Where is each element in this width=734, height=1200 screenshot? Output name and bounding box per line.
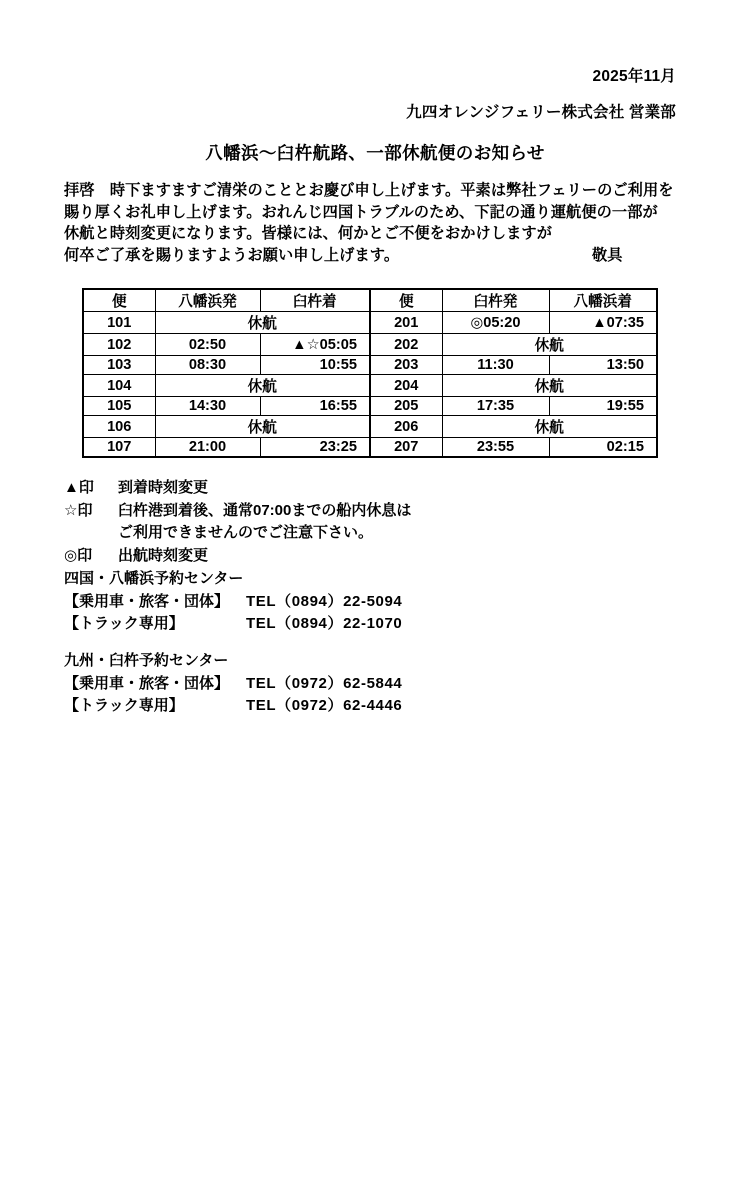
cell-bin-right: 205	[370, 397, 442, 416]
cell-bin-right: 207	[370, 438, 442, 457]
column-header-departure-yawatahama: 八幡浜発	[155, 289, 260, 312]
cell-departure-left: 02:50	[155, 334, 260, 356]
table-header-row	[83, 289, 657, 312]
contact-label: 【乗用車・旅客・団体】	[64, 674, 230, 692]
cell-arrival-left: 16:55	[260, 397, 370, 416]
table-row	[83, 312, 657, 334]
legend-text-star-continued: ご利用できませんのでご注意下さい。	[118, 524, 374, 541]
body-line-2: 賜り厚くお礼申し上げます。おれんじ四国トラブルのため、下記の通り運航便の一部が	[64, 203, 658, 221]
cell-bin-right: 204	[370, 375, 442, 397]
page-title: 八幡浜～臼杵航路、一部休航便のお知らせ	[205, 143, 545, 163]
cell-bin-right: 203	[370, 356, 442, 375]
body-line-4-text: 何卒ご了承を賜りますようお願い申し上げます。	[64, 246, 400, 264]
cell-suspended-right: 休航	[442, 375, 657, 397]
contact-center-name: 九州・臼杵予約センター	[64, 652, 229, 669]
star-mark-icon: ☆印	[64, 501, 93, 519]
cell-suspended-right: 休航	[442, 416, 657, 438]
schedule-table-wrapper	[82, 288, 656, 458]
legend-text-star: 臼杵港到着後、通常07:00までの船内休息は	[118, 501, 412, 519]
contact-row-passenger	[64, 673, 402, 696]
column-header-arrival-usuki: 臼杵着	[260, 289, 370, 312]
cell-bin-right: 202	[370, 334, 442, 356]
legend-text-triangle: 到着時刻変更	[118, 479, 209, 496]
table-row	[83, 438, 657, 457]
body-line-1: 拝啓 時下ますますご清栄のこととお慶び申し上げます。平素は弊社フェリーのご利用を	[64, 182, 674, 199]
column-header-bin-left: 便	[83, 289, 155, 312]
contact-phone: TEL（0894）22-1070	[246, 615, 403, 632]
contact-phone: TEL（0894）22-5094	[246, 592, 403, 610]
cell-departure-left: 08:30	[155, 356, 260, 375]
contact-center-name: 四国・八幡浜予約センター	[64, 570, 244, 587]
contact-block-kyushu	[64, 650, 402, 718]
contact-block-shikoku	[64, 568, 402, 636]
cell-arrival-left: 23:25	[260, 438, 370, 457]
cell-suspended-right: 休航	[442, 334, 657, 356]
triangle-mark-icon: ▲印	[64, 479, 94, 496]
table-row	[83, 375, 657, 397]
contact-row-passenger	[64, 591, 402, 614]
cell-suspended-left: 休航	[155, 375, 370, 397]
cell-arrival-left: 10:55	[260, 356, 370, 375]
cell-arrival-right: 02:15	[549, 438, 657, 457]
cell-bin-left: 104	[83, 375, 155, 397]
table-row	[83, 397, 657, 416]
column-header-departure-usuki: 臼杵発	[442, 289, 549, 312]
cell-arrival-right: ▲07:35	[549, 312, 657, 334]
body-line-3: 休航と時刻変更になります。皆様には、何かとご不便をおかけしますが	[64, 225, 552, 242]
contact-phone: TEL（0972）62-4446	[246, 697, 403, 714]
table-row	[83, 334, 657, 356]
cell-departure-right: 11:30	[442, 356, 549, 375]
contact-label: 【乗用車・旅客・団体】	[64, 592, 230, 610]
cell-suspended-left: 休航	[155, 416, 370, 438]
company-department: 九四オレンジフェリー株式会社 営業部	[406, 104, 676, 121]
legend-row-star	[64, 500, 411, 523]
legend-text-doublecircle: 出航時刻変更	[118, 546, 209, 564]
contact-phone: TEL（0972）62-5844	[246, 674, 403, 692]
contact-label: 【トラック専用】	[64, 697, 184, 714]
cell-arrival-right: 13:50	[549, 356, 657, 375]
ferry-schedule-table	[82, 288, 658, 458]
issue-date: 2025年11月	[592, 68, 676, 85]
cell-bin-left: 105	[83, 397, 155, 416]
notice-body	[64, 180, 680, 266]
cell-bin-left: 106	[83, 416, 155, 438]
column-header-arrival-yawatahama: 八幡浜着	[549, 289, 657, 312]
cell-bin-right: 206	[370, 416, 442, 438]
cell-departure-left: 14:30	[155, 397, 260, 416]
cell-arrival-right: 19:55	[549, 397, 657, 416]
body-line-4	[64, 245, 680, 267]
cell-bin-left: 101	[83, 312, 155, 334]
table-row	[83, 356, 657, 375]
cell-departure-right: ◎05:20	[442, 312, 549, 334]
column-header-bin-right: 便	[370, 289, 442, 312]
cell-suspended-left: 休航	[155, 312, 370, 334]
contact-row-truck	[64, 613, 402, 636]
double-circle-mark-icon: ◎印	[64, 546, 93, 564]
closing-salutation: 敬具	[592, 246, 623, 264]
legend-row-triangle	[64, 477, 411, 500]
table-row	[83, 416, 657, 438]
cell-bin-right: 201	[370, 312, 442, 334]
cell-departure-left: 21:00	[155, 438, 260, 457]
cell-departure-right: 17:35	[442, 397, 549, 416]
cell-bin-left: 102	[83, 334, 155, 356]
contact-label: 【トラック専用】	[64, 615, 184, 632]
cell-arrival-left: ▲☆05:05	[260, 334, 370, 356]
cell-bin-left: 107	[83, 438, 155, 457]
cell-bin-left: 103	[83, 356, 155, 375]
cell-departure-right: 23:55	[442, 438, 549, 457]
legend-row-doublecircle	[64, 545, 411, 568]
legend-notes	[64, 477, 411, 567]
contact-row-truck	[64, 695, 402, 718]
